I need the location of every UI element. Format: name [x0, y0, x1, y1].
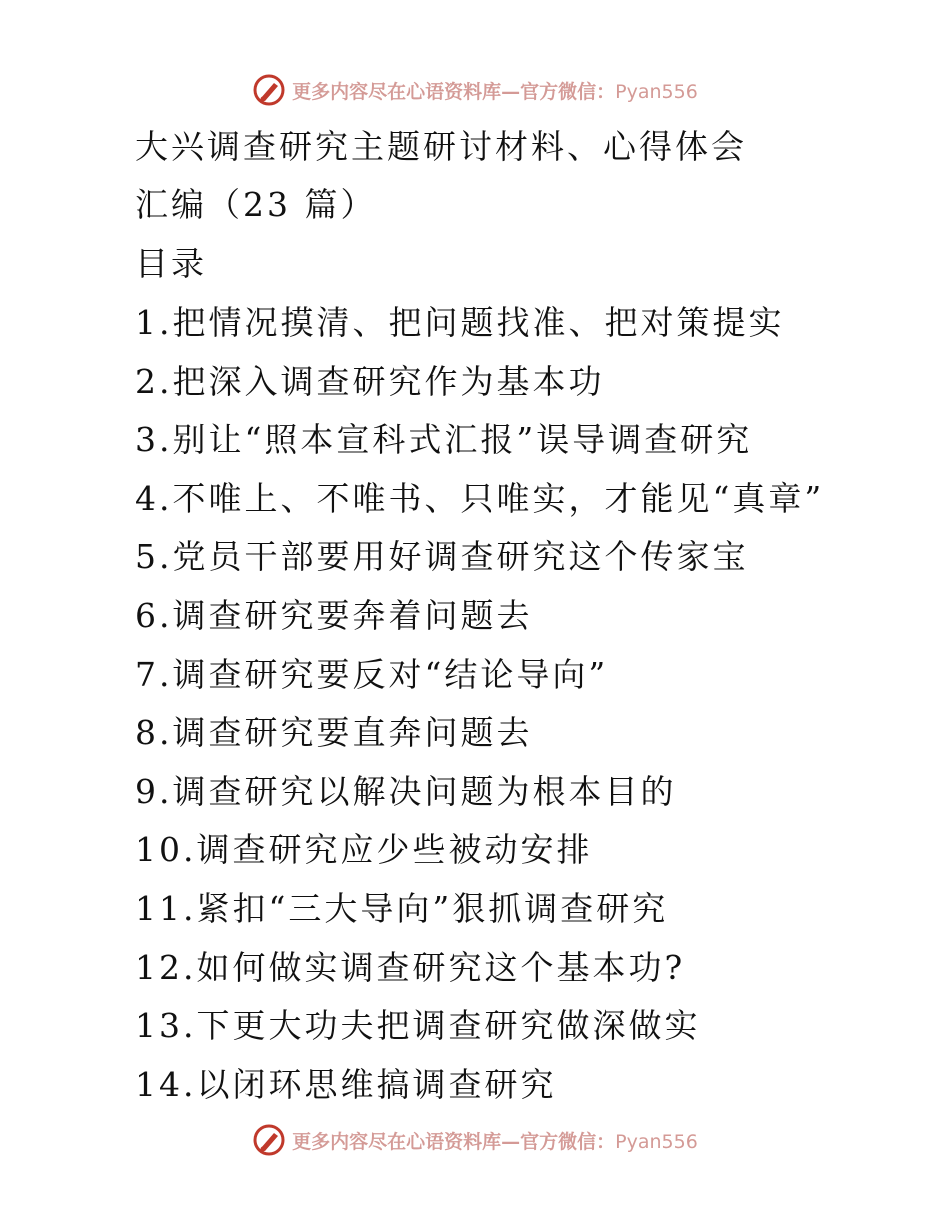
- toc-item: 8.调查研究要直奔问题去: [135, 713, 533, 753]
- toc-heading: 目录: [135, 244, 207, 283]
- toc-item: 13.下更大功夫把调查研究做深做实: [135, 1006, 701, 1046]
- footer-watermark: [0, 1120, 950, 1160]
- toc-item: 1.把情况摸清、把问题找准、把对策提实: [135, 303, 785, 342]
- watermark-text: 更多内容尽在心语资料库—官方微信：Pyan556: [292, 1130, 698, 1153]
- document-title: 大兴调查研究主题研讨材料、心得体会汇编（23 篇）: [135, 127, 747, 224]
- toc-item: 4.不唯上、不唯书、只唯实，才能见“真章”: [135, 478, 825, 518]
- toc-item: 6.调查研究要奔着问题去: [135, 595, 533, 635]
- toc-item: 12.如何做实调查研究这个基本功?: [135, 947, 686, 987]
- toc-item: 10.调查研究应少些被动安排: [135, 830, 593, 870]
- toc-item: 9.调查研究以解决问题为根本目的: [135, 771, 677, 811]
- pen-logo-icon: [252, 1123, 286, 1157]
- document-body: [135, 118, 835, 1114]
- toc-item: 3.别让“照本宣科式汇报”误导调查研究: [135, 420, 753, 460]
- watermark-text: 更多内容尽在心语资料库—官方微信：Pyan556: [292, 80, 698, 103]
- toc-item: 2.把深入调查研究作为基本功: [135, 361, 605, 401]
- toc-item: 7.调查研究要反对“结论导向”: [135, 654, 609, 694]
- table-of-contents: [135, 294, 835, 1114]
- header-watermark: [0, 70, 950, 110]
- toc-item: 5.党员干部要用好调查研究这个传家宝: [135, 537, 749, 577]
- toc-item: 14.以闭环思维搞调查研究: [135, 1064, 557, 1104]
- toc-item: 11.紧扣“三大导向”狠抓调查研究: [135, 888, 669, 928]
- pen-logo-icon: [252, 73, 286, 107]
